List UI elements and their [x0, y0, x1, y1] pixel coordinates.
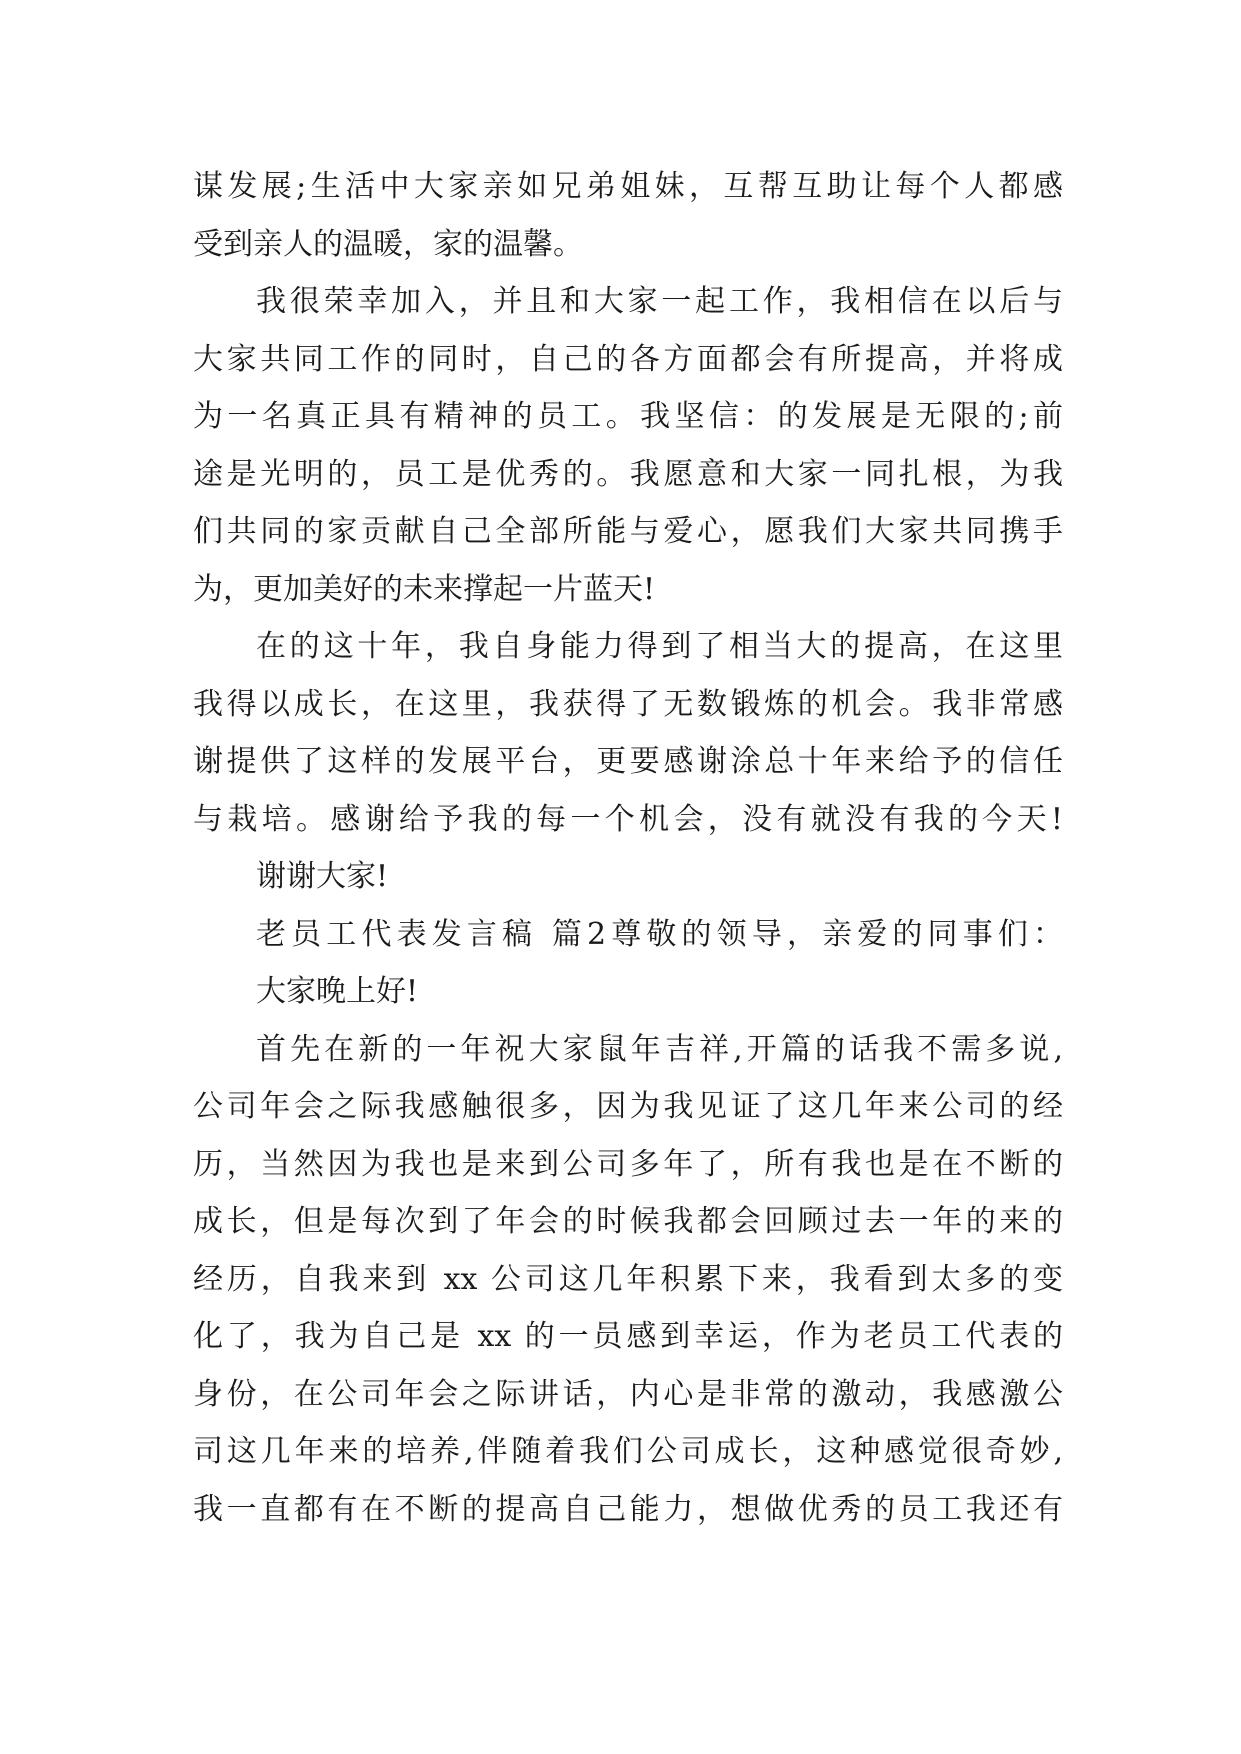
text-line: 为，更加美好的未来撑起一片蓝天!: [193, 571, 656, 607]
text-line: 谢提供了这样的发展平台，更要感谢涂总十年来给予的信任: [193, 744, 1063, 779]
text-line: 经历，自我来到 xx 公司这几年积累下来，我看到太多的变: [193, 1261, 1063, 1297]
text-line: 们共同的家贡献自己全部所能与爱心，愿我们大家共同携手: [193, 514, 1063, 549]
text-line: 首先在新的一年祝大家鼠年吉祥,开篇的话我不需多说,: [256, 1031, 1063, 1067]
text-line: 成长，但是每次到了年会的时候我都会回顾过去一年的来的: [193, 1204, 1063, 1239]
text-line: 途是光明的，员工是优秀的。我愿意和大家一同扎根，为我: [193, 456, 1063, 492]
text-line: 我得以成长，在这里，我获得了无数锻炼的机会。我非常感: [193, 686, 1063, 722]
text-line: 公司年会之际我感触很多，因为我见证了这几年来公司的经: [193, 1089, 1063, 1124]
text-line: 历，当然因为我也是来到公司多年了，所有我也是在不断的: [193, 1146, 1063, 1182]
document-body: [193, 158, 1063, 1538]
text-line: 谋发展;生活中大家亲如兄弟姐妹，互帮互助让每个人都感: [193, 169, 1063, 204]
text-line: 老员工代表发言稿 篇2尊敬的领导，亲爱的同事们：: [256, 916, 1063, 952]
text-line: 在的这十年，我自身能力得到了相当大的提高，在这里: [256, 629, 1063, 664]
text-line: 为一名真正具有精神的员工。我坚信：的发展是无限的;前: [193, 399, 1063, 434]
text-line: 大家共同工作的同时，自己的各方面都会有所提高，并将成: [193, 341, 1063, 377]
text-line: 受到亲人的温暖，家的温馨。: [193, 226, 583, 262]
text-line: 身份，在公司年会之际讲话，内心是非常的激动，我感激公: [193, 1376, 1063, 1412]
text-line: 化了，我为自己是 xx 的一员感到幸运，作为老员工代表的: [193, 1319, 1063, 1354]
text-line: 谢谢大家!: [256, 859, 389, 894]
text-line: 大家晚上好!: [256, 974, 419, 1009]
text-line: 司这几年来的培养,伴随着我们公司成长，这种感觉很奇妙,: [193, 1434, 1063, 1469]
text-line: 我很荣幸加入，并且和大家一起工作，我相信在以后与: [256, 284, 1063, 319]
text-line: 我一直都有在不断的提高自己能力，想做优秀的员工我还有: [193, 1491, 1063, 1527]
text-line: 与栽培。感谢给予我的每一个机会，没有就没有我的今天!: [193, 801, 1063, 837]
